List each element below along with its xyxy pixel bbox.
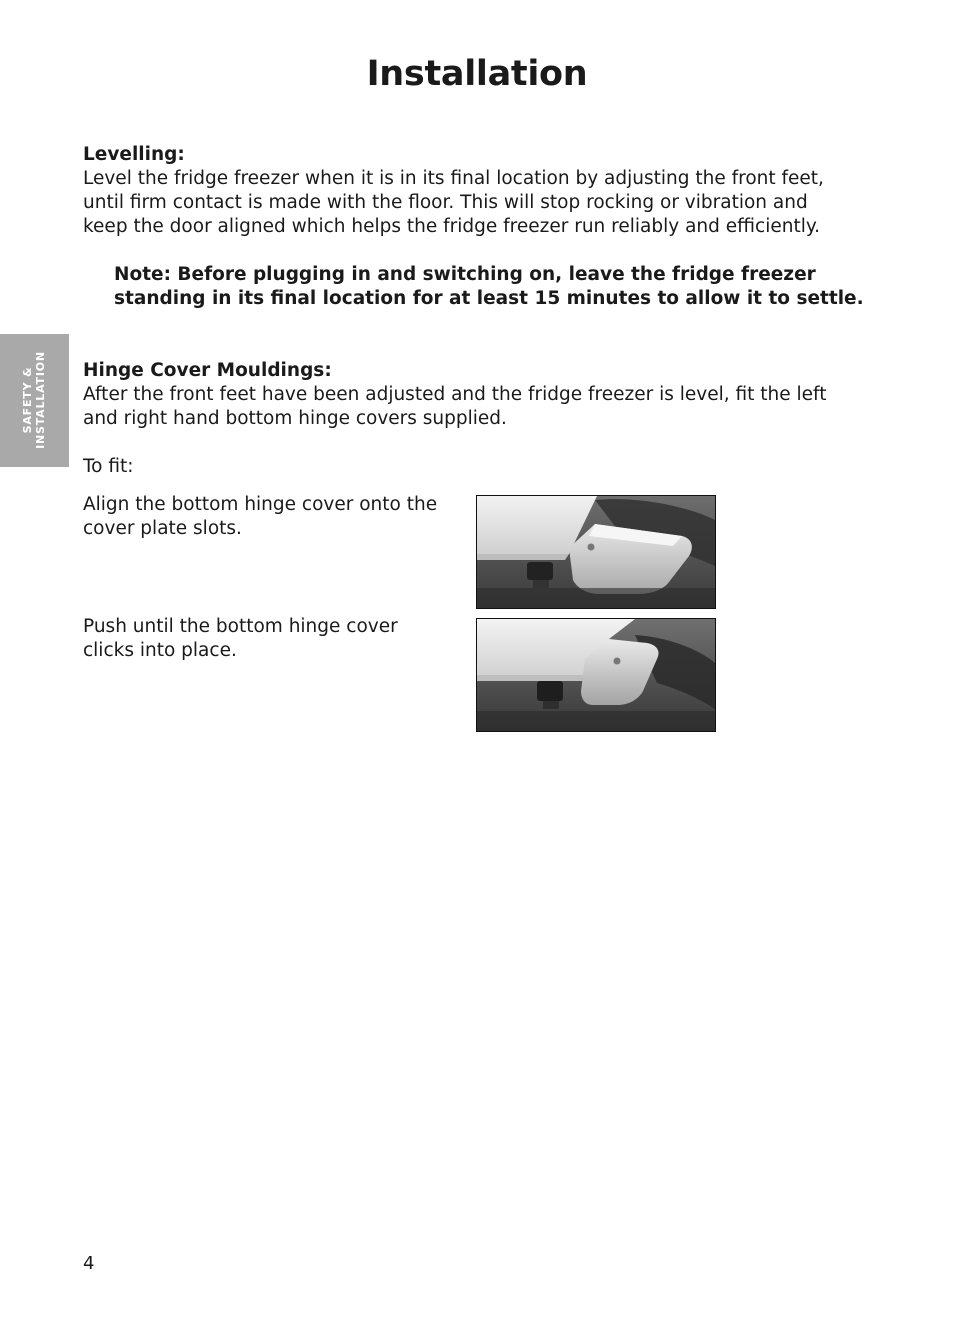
levelling-section [83,143,858,239]
levelling-heading: Levelling: [83,144,185,165]
hinge-photo-push [476,618,716,732]
hinge-align-illustration [477,496,715,608]
hinge-section [83,359,858,431]
page-title: Installation [366,54,588,94]
hinge-heading: Hinge Cover Mouldings: [83,360,332,381]
hinge-photo-align [476,495,716,609]
to-fit-label: To fit: [83,456,134,477]
section-side-tab [0,334,69,467]
page-number: 4 [83,1253,95,1274]
side-tab-label [21,351,47,449]
step-2-text: Push until the bottom hinge cover clicks into place. [83,616,398,661]
side-tab-line-1: SAFETY & [21,366,34,434]
settle-note: Note: Before plugging in and switching on, leave the fridge freezer standing in its final location for at least 15 minutes to allow it to settle. [114,264,864,309]
hinge-push-illustration [477,619,715,731]
side-tab-line-2: INSTALLATION [34,351,47,449]
hinge-body: After the front feet have been adjusted and the fridge freezer is level, fit the left and right hand bottom hinge covers supplied. [83,384,827,429]
levelling-body: Level the fridge freezer when it is in its final location by adjusting the front feet, until firm contact is made with the floor. This will stop rocking or vibration and keep the door aligned which helps the fridge freezer run reliably and efficiently. [83,168,824,237]
step-1-text: Align the bottom hinge cover onto the cover plate slots. [83,494,438,539]
